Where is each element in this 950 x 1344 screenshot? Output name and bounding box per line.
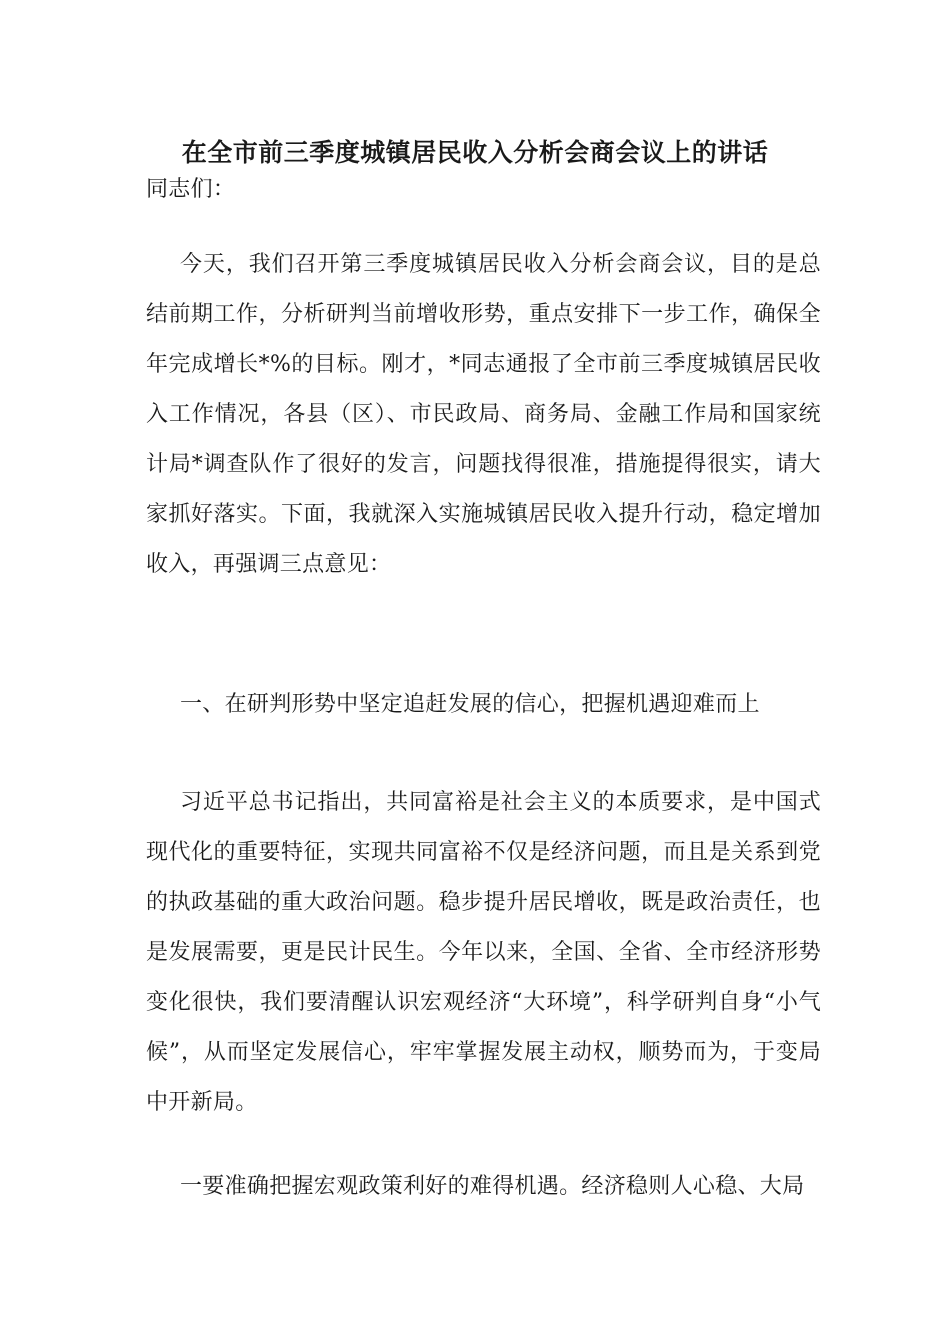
document-title: 在全市前三季度城镇居民收入分析会商会议上的讲话 bbox=[181, 138, 769, 167]
salutation: 同志们： bbox=[146, 177, 236, 202]
paragraph-intro: 今天，我们召开第三季度城镇居民收入分析会商会议，目的是总结前期工作，分析研判当前增收形势，重点安排下一步工作，确保全年完成增长*%的目标。刚才，*同志通报了全市前三季度城镇居民收入工作情况，各县（区）、市民政局、商务局、金融工作局和国家统计局*调查队作了很好的发言，问题找得很准，措施提得很实，请大家抓好落实。下面，我就深入实施城镇居民收入提升行动，稳定增加收入，再强调三点意见： bbox=[146, 252, 821, 577]
section-heading-1: 一、在研判形势中坚定追赶发展的信心，把握机遇迎难而上 bbox=[180, 692, 760, 717]
paragraph-point-1: 一要准确把握宏观政策利好的难得机遇。经济稳则人心稳、大局 bbox=[180, 1174, 805, 1199]
paragraph-section-1: 习近平总书记指出，共同富裕是社会主义的本质要求，是中国式现代化的重要特征，实现共同富裕不仅是经济问题，而且是关系到党的执政基础的重大政治问题。稳步提升居民增收，既是政治责任，也是发展需要，更是民计民生。今年以来，全国、全省、全市经济形势变化很快，我们要清醒认识宏观经济“大环境”，科学研判自身“小气候”，从而坚定发展信心，牢牢掌握发展主动权，顺势而为，于变局中开新局。 bbox=[146, 790, 821, 1115]
